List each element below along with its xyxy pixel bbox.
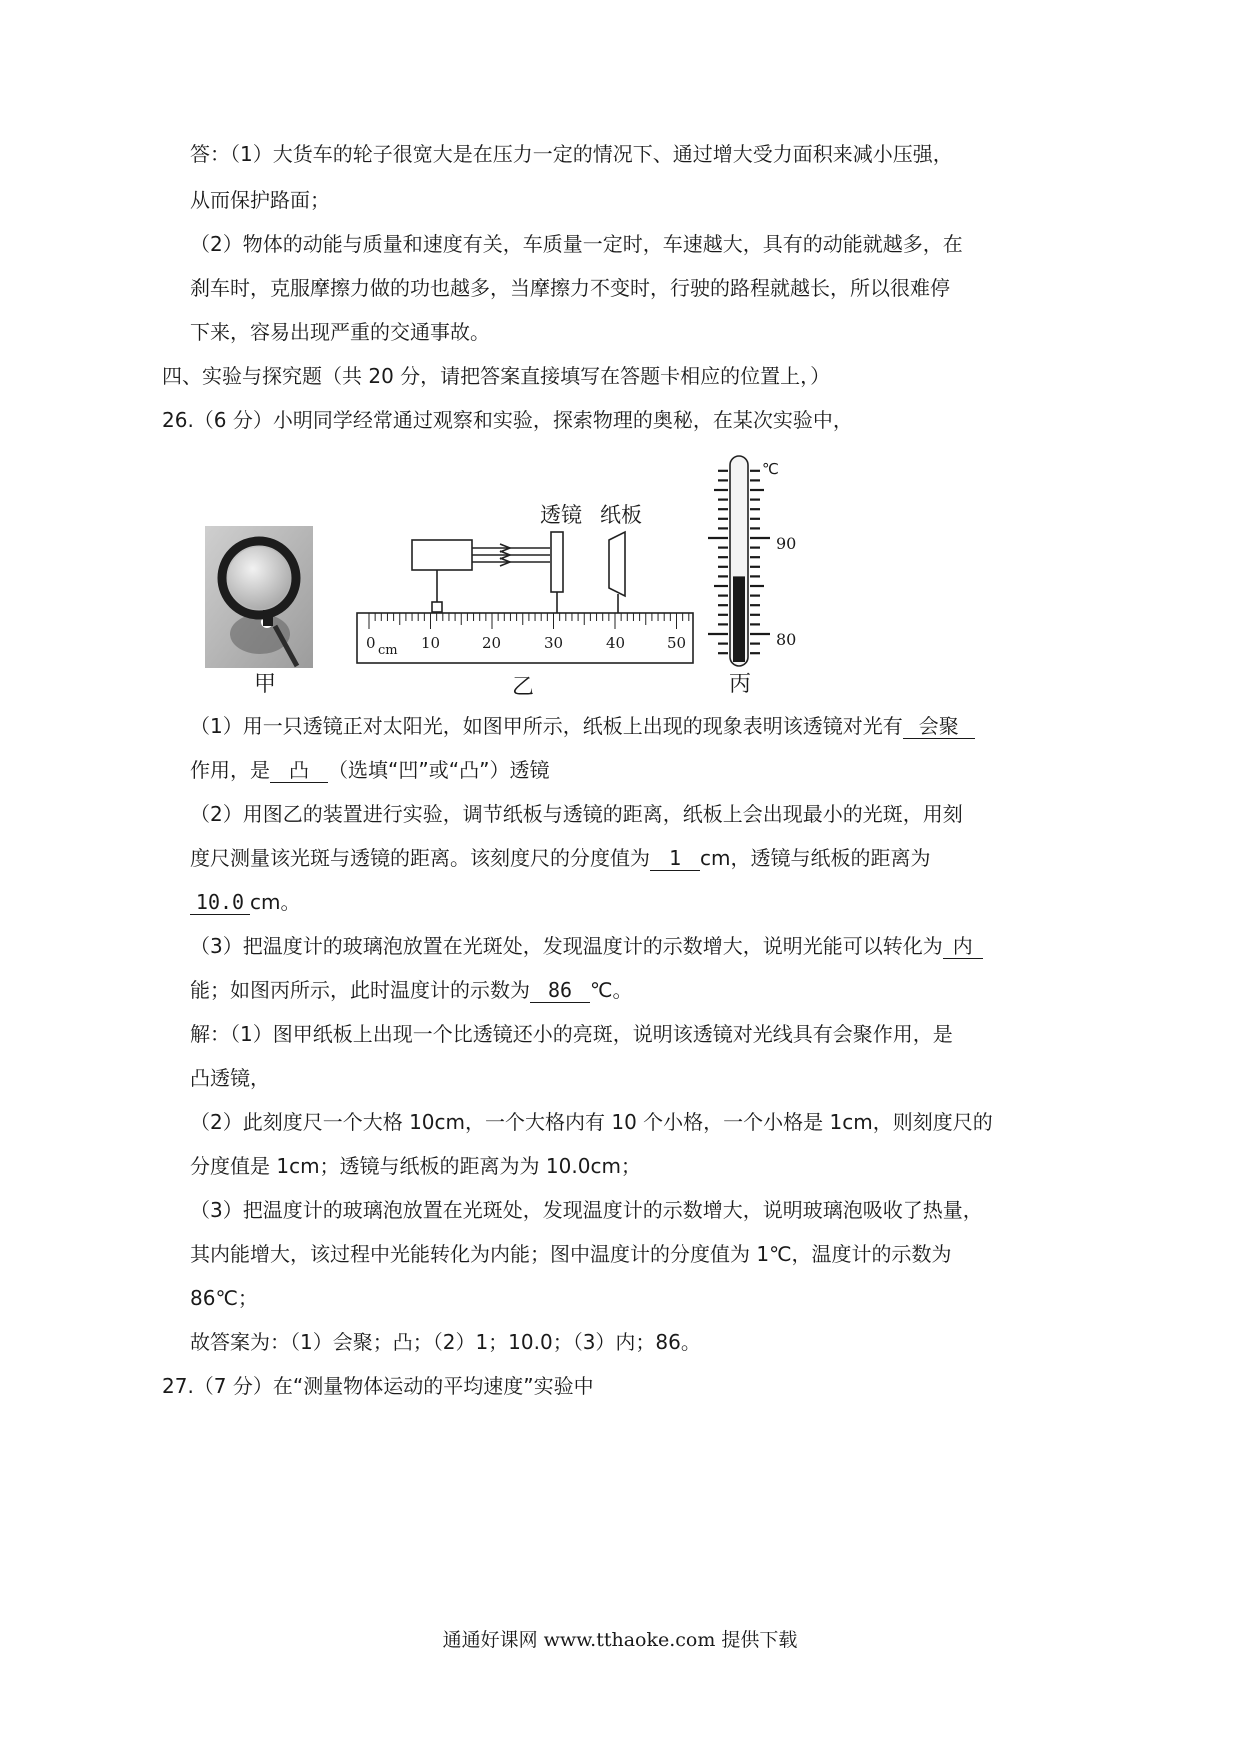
answer-line-4: 刹车时，克服摩擦力做的功也越多，当摩擦力不变时，行驶的路程就越长，所以很难停 (190, 276, 950, 300)
part-2-line-1: （2）用图乙的装置进行实验，调节纸板与透镜的距离，纸板上会出现最小的光斑，用刻 (190, 802, 963, 826)
ruler-tick-50: 50 (667, 634, 687, 652)
solution-3-line-1: （3）把温度计的玻璃泡放置在光斑处，发现温度计的示数增大，说明玻璃泡吸收了热量， (190, 1198, 983, 1222)
question-27-stem: 27.（7 分）在“测量物体运动的平均速度”实验中 (162, 1374, 594, 1398)
paper-board (609, 532, 625, 596)
thermometer-unit: ℃ (762, 460, 779, 478)
solution-1-line-2: 凸透镜， (190, 1066, 270, 1090)
part-2-line-3: 10.0 cm。 (190, 888, 300, 916)
answer-blank-converge: 会聚 (903, 714, 975, 739)
solution-2-line-1: （2）此刻度尺一个大格 10cm，一个大格内有 10 个小格，一个小格是 1cm，则刻度尺的 (190, 1110, 993, 1134)
section-heading: 四、实验与探究题（共 20 分，请把答案直接填写在答题卡相应的位置上，） (162, 364, 831, 388)
ruler-tick-40: 40 (606, 634, 626, 652)
solution-2-line-2: 分度值是 1cm；透镜与纸板的距离为为 10.0cm； (190, 1154, 641, 1178)
part-2-line-2: 度尺测量该光斑与透镜的距离。该刻度尺的分度值为 1 cm，透镜与纸板的距离为 (190, 846, 931, 870)
solution-1-line-1: 解：（1）图甲纸板上出现一个比透镜还小的亮斑，说明该透镜对光线具有会聚作用，是 (190, 1022, 953, 1046)
answer-blank-convex: 凸 (270, 758, 328, 783)
caption-yi: 乙 (512, 675, 535, 700)
answer-blank-internal: 内 (943, 934, 983, 959)
answer-line-1: 答：（1）大货车的轮子很宽大是在压力一定的情况下、通过增大受力面积来减小压强， (190, 142, 953, 166)
caption-bing: 丙 (729, 672, 752, 697)
part-3-line-1: （3）把温度计的玻璃泡放置在光斑处，发现温度计的示数增大，说明光能可以转化为 内 (190, 932, 983, 960)
light-source-box (412, 540, 472, 570)
magnifier-photo (205, 526, 313, 668)
answer-line-3: （2）物体的动能与质量和速度有关，车质量一定时，车速越大，具有的动能就越多，在 (190, 232, 963, 256)
ruler (357, 613, 693, 663)
part-1-line-1: （1）用一只透镜正对太阳光，如图甲所示，纸板上出现的现象表明该透镜对光有 会聚 (190, 712, 975, 740)
mercury-column (733, 576, 745, 662)
thermometer-tick-80: 80 (776, 630, 797, 649)
ruler-tick-10: 10 (421, 634, 441, 652)
answer-line-5: 下来，容易出现严重的交通事故。 (190, 320, 490, 344)
solution-3-line-3: 86℃； (190, 1286, 258, 1310)
answer-blank-temperature: 86 (530, 978, 590, 1003)
final-answer: 故答案为：（1）会聚；凸；（2）1；10.0；（3）内；86。 (190, 1330, 701, 1354)
optical-bench-diagram (352, 498, 698, 668)
page-footer: 通通好课网 www.tthaoke.com 提供下载 (442, 1629, 798, 1651)
lens (551, 532, 563, 592)
question-26-stem: 26.（6 分）小明同学经常通过观察和实验，探索物理的奥秘，在某次实验中， (162, 408, 853, 432)
part-1-line-2: 作用，是 凸 （选填“凹”或“凸”）透镜 (190, 758, 550, 782)
answer-blank-distance: 10.0 (190, 890, 250, 915)
thermometer-tick-90: 90 (776, 534, 797, 553)
part-3-line-2: 能；如图丙所示，此时温度计的示数为 86 ℃。 (190, 978, 633, 1002)
solution-3-line-2: 其内能增大，该过程中光能转化为内能；图中温度计的分度值为 1℃，温度计的示数为 (190, 1242, 952, 1266)
ruler-tick-20: 20 (482, 634, 502, 652)
caption-jia: 甲 (254, 672, 277, 697)
answer-line-2: 从而保护路面； (190, 188, 330, 212)
ruler-tick-30: 30 (544, 634, 564, 652)
label-board: 纸板 (600, 503, 642, 527)
ruler-unit: cm (378, 643, 398, 658)
answer-blank-division: 1 (650, 846, 700, 871)
label-lens: 透镜 (540, 503, 582, 527)
ruler-tick-0: 0 (366, 634, 376, 652)
